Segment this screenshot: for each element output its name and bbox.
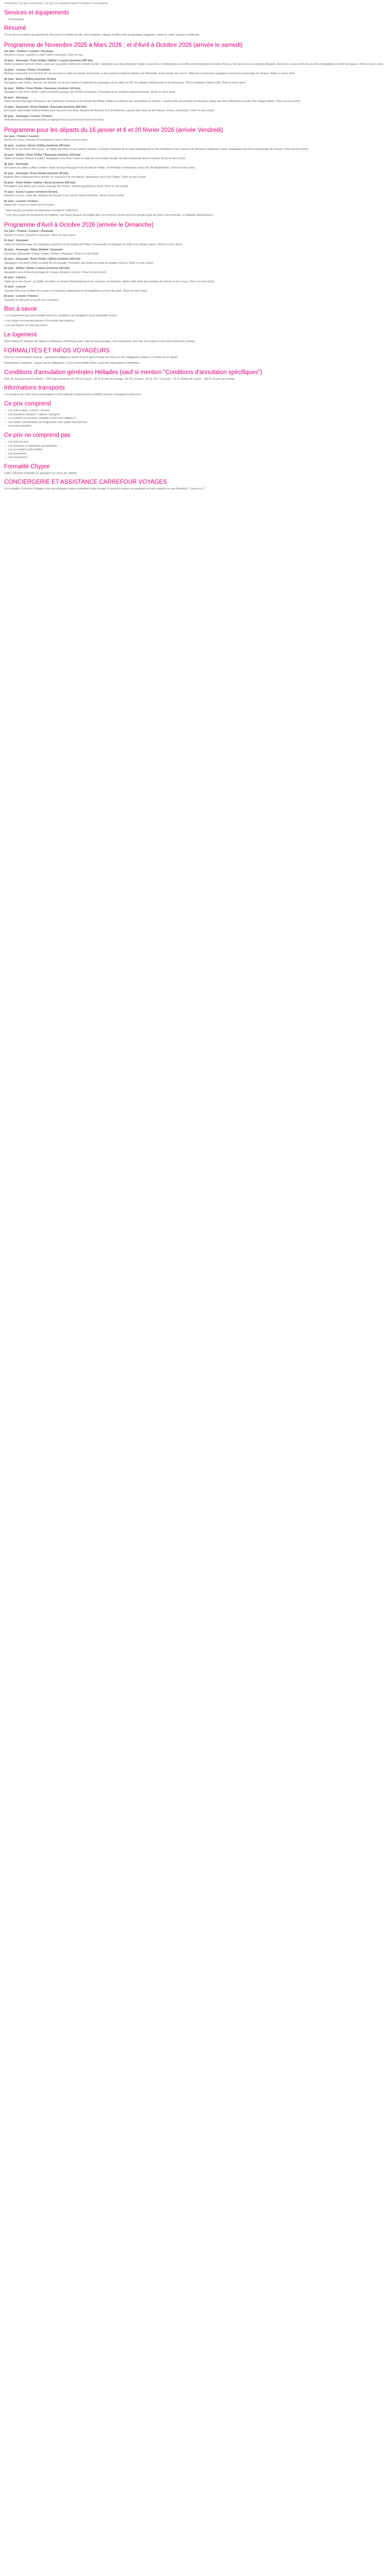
noninclus-item: • Les pourboires [4, 452, 387, 456]
services-list [4, 18, 387, 22]
day-item [4, 106, 387, 113]
day-text: Visite du Haut Barrage, de l'obélisque inachevé et du temple de Philae. Promenade en felouque et visite d'un village nubien. Dîner et nuit à bord. [4, 243, 183, 246]
day-heading: 7e jour : Louxor [4, 285, 26, 289]
noninclus-item: • Les assurances [4, 456, 387, 460]
conditions-text: Plus de 30 jours avant le départ : 100 € par personne. De 30 à 21 jours : 25 % du prix du voyage. De 20 à 8 jours : 50 %. De 7 à 3 jours : 75 %. Moins de 3 jours : 100 % du prix du voyage. [4, 377, 235, 381]
inclus-list [4, 409, 387, 429]
day-text: Matinée consacrée à la rive Est de Louxor avec la visite du temple de Karnak, le plus grand complexe religieux de l'Antiquité, et du temple de Louxor. Déjeuner à bord puis navigation vers Esna et passage de l'écluse. Dîner et nuit à bord. [4, 72, 296, 76]
day-text: Visite du Haut Barrage d'Assouan, de l'obélisque inachevé et du temple de Philae, dédié à la déesse Isis, accessible en bateau. L'après-midi, promenade en felouque autour des îles d'Assouan et visite d'un village nubien. Dîner et nuit à bord. [4, 100, 301, 104]
resume-heading: Résumé [4, 25, 26, 32]
day-text: Arrivée à Louxor, transfert et installation à bord. Dîner et nuit à bord. [4, 139, 88, 142]
footnote: ** Lors de la visite de monuments ou religieux, une tenue décente est exigée pour les hommes comme pour les femmes (pas de short ni de bermuda, ni d'épaules découvertes). [4, 213, 214, 217]
services-heading: Services et équipements [4, 9, 69, 16]
logement-text: Votre bateau 5* dispose de cabines extérieures climatisées avec salle de bain privative, d'un restaurant, d'un bar, d'un salon et d'un pont soleil avec piscine. [4, 340, 196, 343]
day-text: Visite de la rive Ouest : la Vallée des Rois, le temple d'Hatchepsout et les colosses de Memnon. Après-midi visite des temples de Karnak et de Louxor. Dîner et nuit à bord. [4, 280, 215, 283]
day-item [4, 248, 387, 256]
day-text: Visite de la rive Ouest de Louxor : la Vallée des Rois et ses tombes peintes, le temple funéraire de la reine Hatchepsout à Deir el-Bahari et les colosses de Memnon. Déjeuner à bord, navigation vers Esna et passage de l'écluse. Dîner et nuit à bord. [4, 148, 309, 151]
conciergerie-heading: CONCIERGERIE ET ASSISTANCE CARREFOUR VOYAGES [4, 479, 167, 486]
day-heading: 3e jour : Assouan / Abou Simbel / Assouan [4, 248, 63, 252]
day-heading: 3e jour : Louxor / Esna / Croisière [4, 68, 51, 72]
logement-heading: Le logement [4, 331, 37, 338]
day-text: Arrivée à Louxor, visite des temples de Karnak et de Louxor. Après-midi libre. Dîner et nuit à bord. [4, 194, 125, 198]
cruise2-title: Programme pour les départs du 16 janvier et 6 et 20 février 2026 (arrivée Vendredi) [4, 127, 223, 133]
formalites-text: Informations sanitaires : aucun vaccin obligatoire. Il est recommandé d'être à jour des vaccinations habituelles. [4, 362, 140, 365]
cruise1-days [4, 50, 387, 123]
inclus-item: • Les visites mentionnées au programme avec guide francophone [4, 421, 387, 425]
day-text: Navigation vers Kom Ombo, visite du temple partagé par Sobek et Haroeris. Poursuite de la croisière jusqu'à Assouan. Dîner et nuit à bord. [4, 91, 176, 94]
day-heading: 2e jour : Assouan / Kom Ombo / Edfou / Louxor (environ 220 km) [4, 59, 93, 62]
day-text: Excursion en option à Abou Simbel. Visite du Haut Barrage et du temple de Philae. Promenade en felouque autour de l'île Éléphantine. Dîner et nuit à bord. [4, 166, 196, 170]
cruise3-title: Programme d'Avril à Octobre 2026 (arrivée le Dimanche) [4, 222, 154, 229]
day-heading: 5e jour : Edfou / Esna / Louxor (environ 120 km) [4, 267, 70, 270]
day-text: Navigation vers Kom Ombo et visite de son temple. Poursuite vers Edfou et visite du temple d'Horus. Dîner et nuit à bord. [4, 261, 154, 265]
day-text: Visite du temple d'Horus à Edfou. Navigation vers Kom Ombo et visite de son temple double. Arrivée à Assouan dans la soirée. Dîner et nuit à bord. [4, 157, 186, 161]
day-heading: 4e jour : Assouan / Kom Ombo / Edfou (environ 110 km) [4, 258, 80, 261]
tab-links[interactable]: Description (Ce prix comprend) / Ce prix ne comprend pas/ Formalités/ Conciergerie [4, 2, 108, 5]
day-heading: 2e jour : Assouan [4, 239, 28, 243]
noninclus-item: • Les frais de visa [4, 440, 387, 445]
day-heading: 1er jour : France / Louxor / Assouan [4, 230, 54, 233]
day-heading: 8e jour : Louxor / France [4, 295, 38, 298]
inclus-item: • Les vols France / Louxor / France [4, 409, 387, 413]
day-item [4, 276, 387, 284]
page-document [0, 2, 391, 500]
day-heading: 4e jour : Esna / Edfou (environ 70 km) [4, 77, 56, 81]
day-item [4, 78, 387, 86]
day-heading: 5e jour : Assouan / Kom Ombo (environ 45 km) [4, 172, 69, 175]
day-item [4, 267, 387, 275]
day-heading: 7e jour : Esna / Louxor (environ 55 km) [4, 190, 58, 194]
day-item [4, 154, 387, 161]
cruise2-days [4, 135, 387, 217]
day-item [4, 69, 387, 76]
day-heading: 3e jour : Edfou / Kom Ombo / Assouan (environ 110 km) [4, 153, 80, 157]
day-item [4, 239, 387, 247]
day-item [4, 285, 387, 293]
day-item [4, 50, 387, 58]
day-item [4, 135, 387, 143]
noninclus-list [4, 440, 387, 460]
day-item [4, 59, 387, 67]
conciergerie-text: Un conseiller Carrefour Voyages vous accompagne avant et pendant votre voyage. Il répond à toutes vos questions et vous assiste en cas d'imprévu, 7 jours sur 7. [4, 487, 205, 491]
day-heading: 6e jour : Assouan [4, 96, 28, 99]
day-heading: 7e jour : Assouan / Abou Simbel / Assouan (environ 560 km) [4, 105, 87, 109]
day-item [4, 295, 387, 302]
day-heading: 4e jour : Assouan [4, 162, 28, 166]
day-text: Journée libre pour profiter de Louxor ou excursion optionnelle en montgolfière au lever du soleil. Dîner et nuit à bord. [4, 289, 148, 293]
day-heading: 8e jour : Louxor / France [4, 199, 38, 203]
cruise3-days [4, 230, 387, 302]
day-item [4, 181, 387, 189]
day-heading: 6e jour : Kom Ombo / Edfou / Esna (environ 150 km) [4, 181, 76, 184]
day-text: Navigation vers Edfou puis Esna, passage de l'écluse. Soirée égyptienne à bord. Dîner et nuit à bord. [4, 185, 129, 189]
day-heading: 1er jour : France / Louxor [4, 134, 39, 138]
day-item [4, 191, 387, 198]
services-item: • Conciergerie [4, 18, 387, 22]
conditions-heading: Conditions d'annulation générales Héliades (sauf si mention "Conditions d'annulation spécifiques") [4, 369, 263, 376]
noninclus-heading: Ce prix ne comprend pas [4, 432, 71, 438]
day-item [4, 96, 387, 104]
day-item [4, 144, 387, 152]
day-heading: 6e jour : Louxor [4, 276, 26, 280]
day-text: Transfert à l'aéroport et envol vers la France. [4, 298, 60, 302]
day-item [4, 115, 387, 123]
inclus-item: • Les taxes aéroport [4, 425, 387, 429]
day-item [4, 258, 387, 265]
day-text: Visite du temple de Kom Ombo, situé sur une petite colline en bordure du Nil, il est dédié aux deux divinités Sobek et Haroeris. Continuation vers Edfou et découverte du temple d'Horus, l'un des mieux conservés d'Égypte. Arrivée à Louxor en fin de journée et installation à bord du bateau. Dîner et nuit à bord. [4, 63, 384, 66]
day-text: Arrivée à Louxor, transfert à votre hôtel à Assouan. Dîner et nuit. [4, 54, 84, 57]
inclus-heading: Ce prix comprend [4, 400, 51, 407]
resume-text: Un circuit en croisière qui permet de découvrir le meilleur du Nil, entre temples, villages traditionnels et paysages magiques, dans un cadre luxueux et détendu. [4, 33, 200, 37]
inclus-item: • Les transferts aéroport / bateau / aéroport [4, 413, 387, 417]
noninclus-item: • Les boissons et dépenses personnelles [4, 445, 387, 449]
day-heading: 2e jour : Louxor / Esna / Edfou (environ 120 km) [4, 144, 70, 147]
day-item [4, 230, 387, 238]
informations-text: Les horaires des vols sont communiqués à titre indicatif et peuvent être modifiés par les compagnies aériennes. [4, 393, 142, 397]
bon-a-savoir-heading: Bon à savoir [4, 306, 37, 313]
formalite-chypre-text: Carte nationale d'identité ou passeport en cours de validité. [4, 471, 77, 475]
day-text: Départ de Louxor et envol vers la France. [4, 204, 56, 207]
day-text: Excursion optionnelle à Abou Simbel. Retour à Assouan. Dîner et nuit à bord. [4, 252, 99, 256]
day-item [4, 87, 387, 95]
day-item [4, 172, 387, 180]
noninclus-item: • Les excursions optionnelles [4, 448, 387, 452]
formalites-heading: FORMALITÉS ET INFOS VOYAGEURS [4, 347, 110, 354]
day-text: Excursion optionnelle à Abou Simbel pour découvrir les deux temples de Ramsès II et de Néfertari, sauvés des eaux du lac Nasser. Retour à Assouan. Dîner et nuit à bord. [4, 109, 215, 113]
formalites-text: Pour les ressortissants français : passeport valable au moins 6 mois après la date de retour et visa obligatoire (obtenu à l'arrivée ou en ligne). [4, 355, 178, 359]
formalite-chypre-heading: Formalité Chypre [4, 463, 50, 470]
bon-line: • Les visites sont accompagnées d'un guide francophone. [4, 319, 75, 323]
bon-line: • Les pourboires ne sont pas inclus. [4, 324, 48, 328]
footnote: * Sites inscrits sur la liste du patrimoine mondial de l'UNESCO [4, 209, 78, 212]
day-heading: 5e jour : Edfou / Kom Ombo / Assouan (environ 110 km) [4, 87, 80, 90]
day-item [4, 163, 387, 171]
cruise1-title: Programme de Novembre 2025 à Mars 2026 ; et d'Avril à Octobre 2026 (arrivée le samedi) [4, 42, 243, 48]
bon-line: • Le programme peut être modifié selon les conditions de navigation et les impératifs locaux. [4, 314, 118, 318]
day-text: Navigation vers Esna et passage de l'écluse. Arrivée à Louxor. Dîner et nuit à bord. [4, 270, 107, 274]
day-text: Petit déjeuner à bord puis transfert à l'aéroport de Louxor et envol vers la France. [4, 118, 105, 122]
day-heading: 8e jour : Assouan / Louxor / France [4, 114, 53, 118]
day-heading: 1er jour : France / Louxor / Assouan [4, 49, 54, 53]
day-text: Matinée libre à Assouan pour profiter du marché et de ses épices. Navigation vers Kom Ombo. Dîner et nuit à bord. [4, 176, 146, 179]
informations-heading: Informations transports [4, 385, 65, 392]
day-text: Arrivée à Louxor, transfert à Assouan. Dîner et nuit à bord. [4, 233, 76, 237]
day-item [4, 200, 387, 208]
day-text: Navigation vers Edfou. Journée de détente sur le pont soleil en admirant les paysages de la vallée du Nil, les villages traditionnels et les felouques. Thé à l'anglaise l'après-midi. Dîner et nuit à bord. [4, 81, 246, 85]
inclus-item: • La croisière en pension complète à bord d'un bateau 5* [4, 417, 387, 421]
